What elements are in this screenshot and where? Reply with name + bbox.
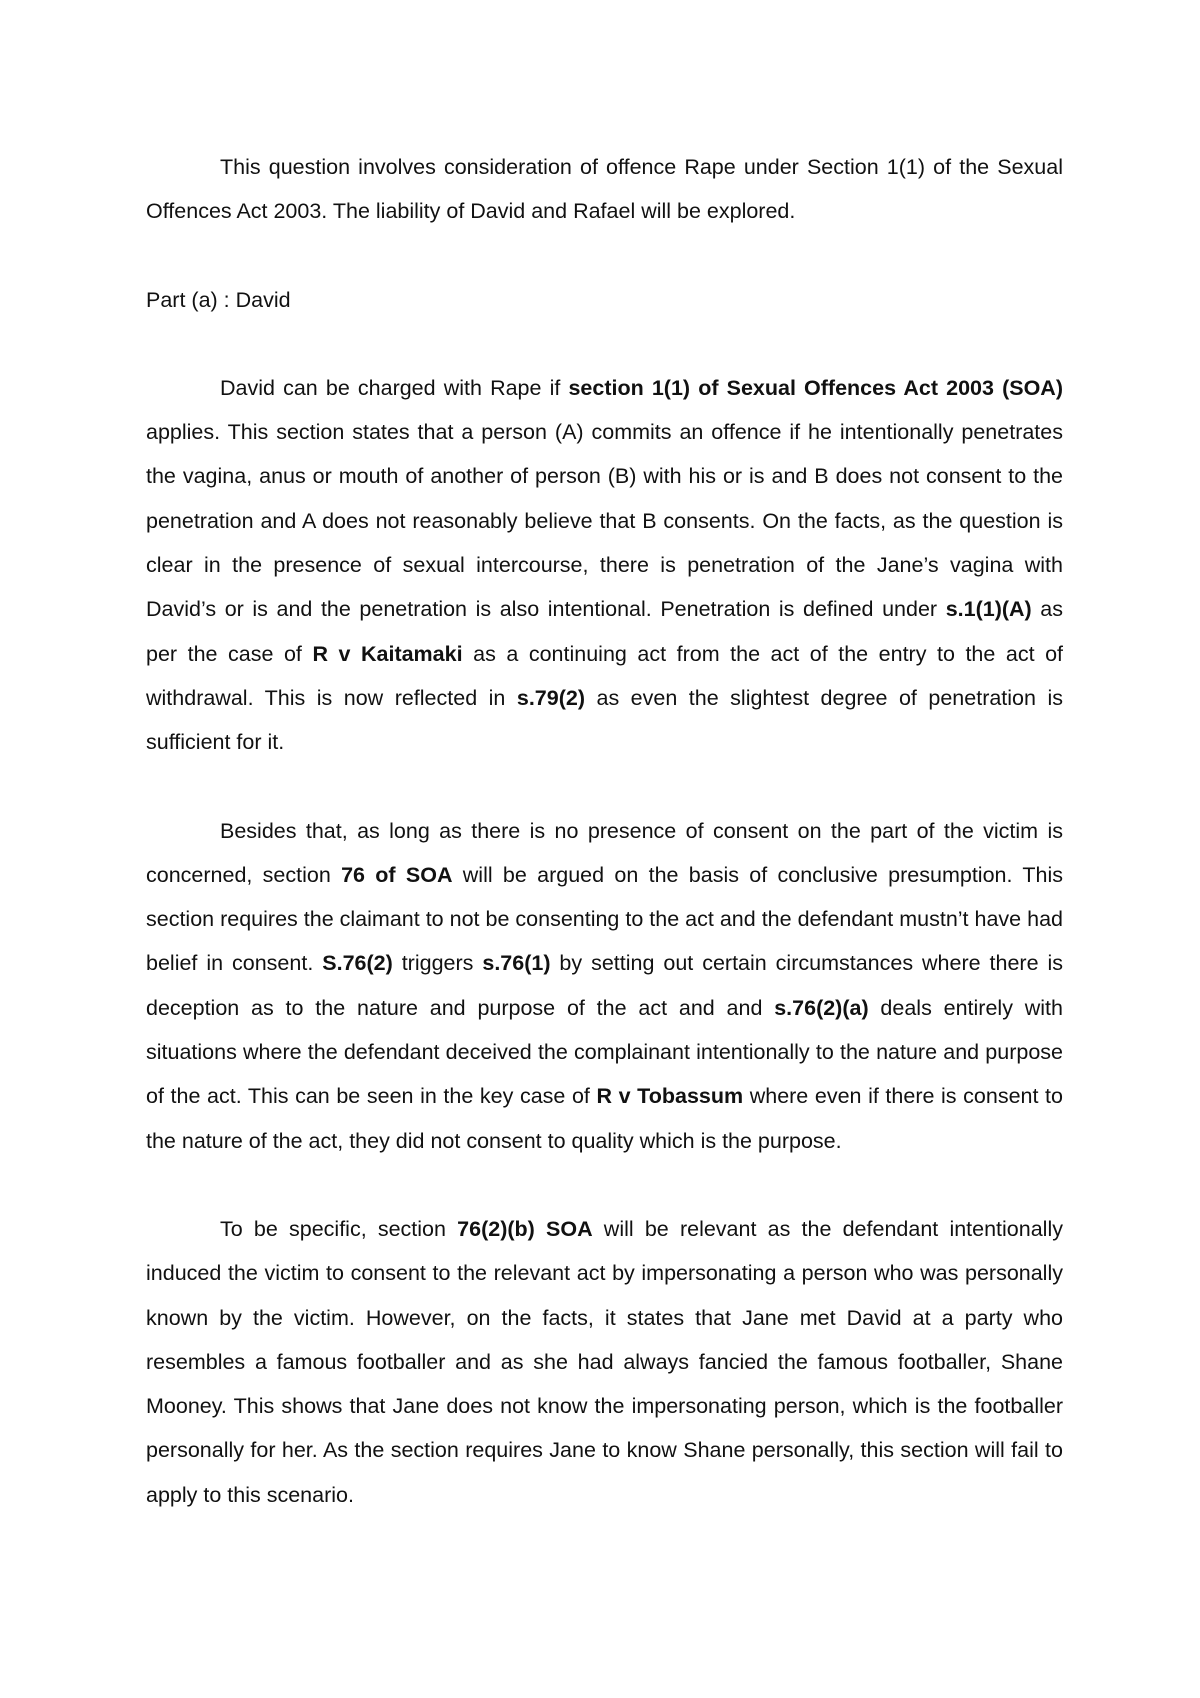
bold-reference: s.79(2) (516, 685, 585, 710)
bold-reference: section 1(1) of Sexual Offences Act 2003 (SOA) (568, 375, 1063, 400)
bold-reference: 76 of SOA (341, 862, 453, 887)
consent-paragraph: Besides that, as long as there is no presence of consent on the part of the victim is concerned, section 76 of SOA will be argued on the basis of conclusive presumption. This section requires the claimant to not be consenting to the act and the defendant mustn’t have had belief in consent. S.76(2) triggers s.76(1) by setting out certain circumstances where there is deception as to the nature and purpose of the act and and s.76(2)(a) deals entirely with situations where the defendant deceived the complainant intentionally to the nature and purpose of the act. This can be seen in the key case of R v Tobassum where even if there is consent to the nature of the act, they did not consent to quality which is the purpose. (146, 818, 1064, 1153)
part-a-heading: Part (a) : David (146, 287, 291, 312)
bold-reference: S.76(2) (322, 951, 393, 976)
bold-reference: s.1(1)(A) (945, 597, 1032, 622)
bold-reference: R v Kaitamaki (312, 641, 463, 666)
bold-reference: s.76(1) (482, 951, 551, 976)
bold-reference: R v Tobassum (596, 1084, 744, 1109)
intro-paragraph: This question involves consideration of offence Rape under Section 1(1) of the Sexual Offences Act 2003. The liability of David and Rafael will be explored. (146, 155, 1063, 224)
bold-reference: s.76(2)(a) (774, 995, 869, 1020)
bold-reference: 76(2)(b) SOA (457, 1216, 593, 1241)
david-charge-paragraph: David can be charged with Rape if section 1(1) of Sexual Offences Act 2003 (SOA) applies. This section states that a person (A) commits an offence if he intentionally penetrates the vagina, anus or mouth of another of person (B) with his or is and B does not consent to the penetration and A does not reasonably believe that B consents. On the facts, as the question is clear in the presence of sexual intercourse, there is penetration of the Jane’s vagina with David’s or is and the penetration is also intentional. Penetration is defined under s.1(1)(A) as per the case of R v Kaitamaki as a continuing act from the act of the entry to the act of withdrawal. This is now reflected in s.79(2) as even the slightest degree of penetration is sufficient for it. (146, 375, 1064, 755)
impersonation-paragraph: To be specific, section 76(2)(b) SOA will be relevant as the defendant intentionally induced the victim to consent to the relevant act by impersonating a person who was personally known by the victim. However, on the facts, it states that Jane met David at a party who resembles a famous footballer and as she had always fancied the famous footballer, Shane Mooney. This shows that Jane does not know the impersonating person, which is the footballer personally for her. As the section requires Jane to know Shane personally, this section will fail to apply to this scenario. (146, 1216, 1063, 1507)
